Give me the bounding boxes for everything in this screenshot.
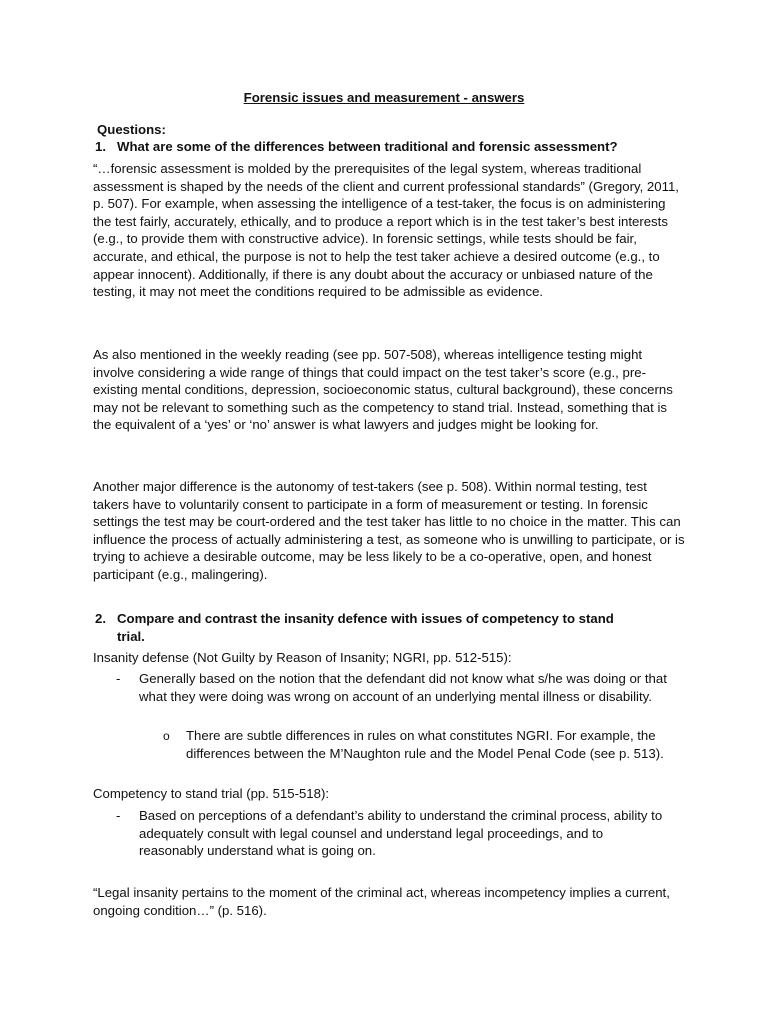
q1-paragraph-2: As also mentioned in the weekly reading (see pp. 507-508), whereas intelligence testing might involve considering a wide range of things that could impact on the test taker’s score (e.g., pre-existing mental conditions, depression, socioeconomic status, cultural background), these concerns may not be relevant to something such as the competency to stand trial. Instead, something that is the equivalent of a ‘yes’ or ‘no’ answer is what lawyers and judges might be looking for. [93,347,673,433]
question-1-text: What are some of the differences between traditional and forensic assessment? [117,139,618,154]
insanity-heading: Insanity defense (Not Guilty by Reason of Insanity; NGRI, pp. 512-515): [93,650,512,665]
question-1-number: 1. [95,139,106,154]
question-2-text: Compare and contrast the insanity defence with issues of competency to stand trial. [117,611,614,644]
competency-bullet: Based on perceptions of a defendant’s ability to understand the criminal process, ability to adequately consult with legal counsel and understand legal proceedings, and to reasonably understand what is going on. [139,808,663,859]
closing-quote: “Legal insanity pertains to the moment of the criminal act, whereas incompetency implies a current, ongoing condition…” (p. 516). [93,885,670,918]
insanity-sub-marker: o [163,729,170,743]
question-2-heading [95,610,637,645]
question-1-heading [95,138,637,156]
question-2-number: 2. [95,611,106,626]
questions-label: Questions: [97,122,166,137]
q1-paragraph-3: Another major difference is the autonomy of test-takers (see p. 508). Within normal testing, test takers have to voluntarily consent to participate in a form of measurement or testing. In forensic settings the test may be court-ordered and the test taker has little to no choice in the matter. This can influence the process of actually administering a test, as someone who is unwilling to participate, or is trying to achieve a desirable outcome, may be less likely to be a co-operative, open, and honest participant (e.g., malingering). [93,479,685,582]
document-title: Forensic issues and measurement - answers [243,90,525,105]
q1-paragraph-1: “…forensic assessment is molded by the prerequisites of the legal system, whereas traditional assessment is shaped by the needs of the client and current professional standards” (Gregory, 2011, p. 507). For example, when assessing the intelligence of a test-taker, the focus is on administering the test fairly, accurately, ethically, and to produce a report which is in the test taker’s best interests (e.g., to provide them with constructive advice). In forensic settings, while tests should be fair, accurate, and ethical, the purpose is not to help the test taker achieve a desired outcome (e.g., to appear innocent). Additionally, if there is any doubt about the accuracy or unbiased nature of the testing, it may not meet the conditions required to be admissible as evidence. [93,161,679,300]
competency-bullet-marker: - [116,808,121,823]
insanity-bullet-marker: - [116,671,121,686]
competency-heading: Competency to stand trial (pp. 515-518): [93,786,330,801]
insanity-sub-bullet: There are subtle differences in rules on what constitutes NGRI. For example, the differences between the M’Naughton rule and the Model Penal Code (see p. 513). [186,728,664,761]
insanity-bullet: Generally based on the notion that the defendant did not know what s/he was doing or that what they were doing was wrong on account of an underlying mental illness or disability. [139,671,667,704]
